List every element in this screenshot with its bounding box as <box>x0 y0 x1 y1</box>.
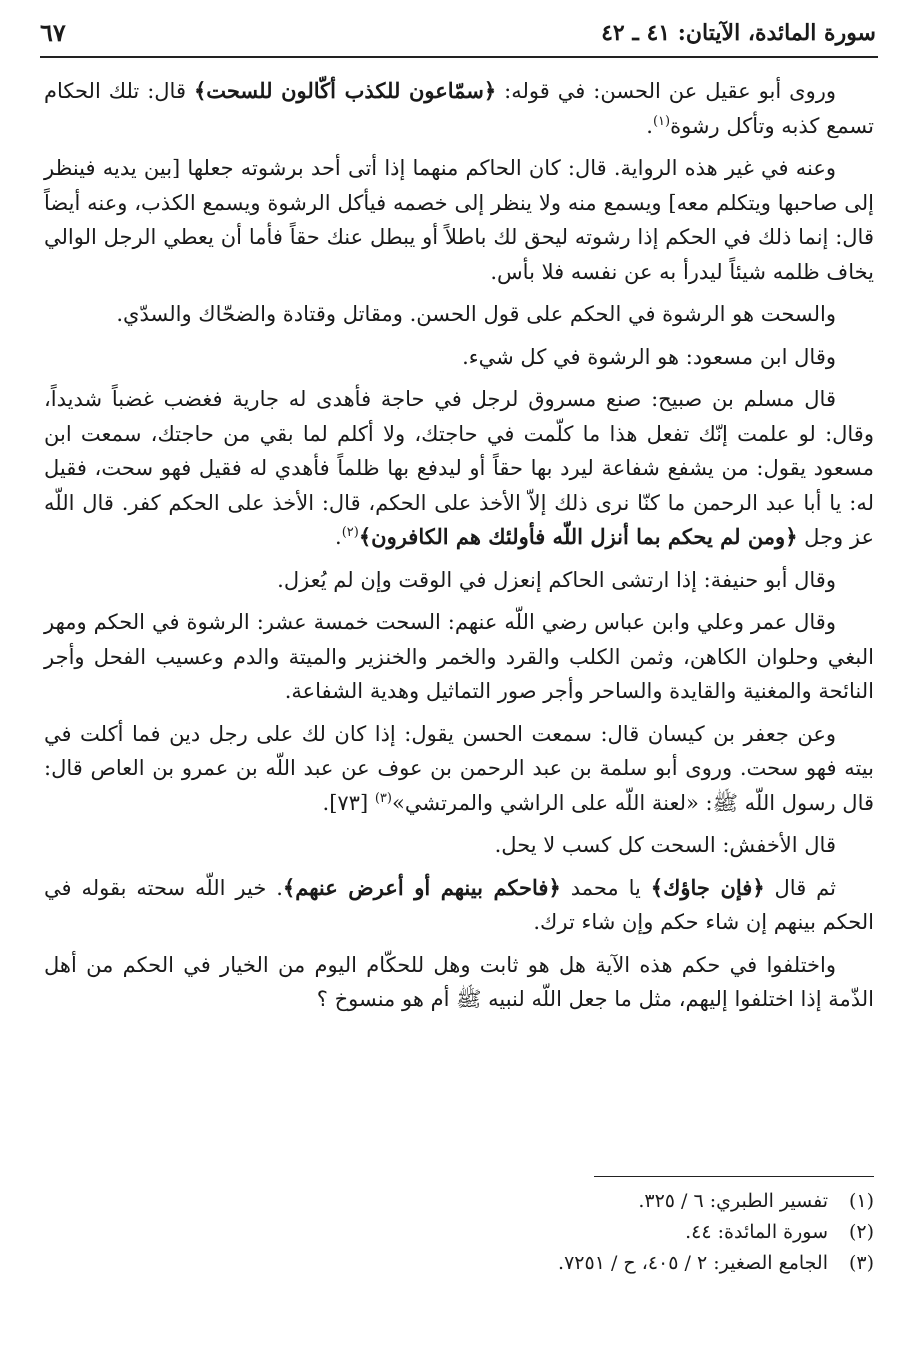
footnote: (١)تفسير الطبري: ٦ / ٣٢٥. <box>638 1190 874 1212</box>
main-text <box>44 74 874 1025</box>
footnote-divider <box>594 1176 874 1177</box>
page-header <box>40 14 876 54</box>
paragraph: قال الأخفش: السحت كل كسب لا يحل. <box>494 833 836 857</box>
paragraph: وعنه في غير هذه الرواية. قال: كان الحاكم منهما إذا أتى أحد برشوته جعلها [بين يديه فينظر إلى صاحبها ويتكلم معه] ويسمع منه ولا ينظر إلى خصمه فيأكل الرشوة ويسمع الكذب، وعنه أيضاً قال: إنما ذلك في الحكم إذا رشوته ليحق لك باطلاً أو يبطل عنك حقاً فأما أن يعطي الرجل الوالي يخاف ظلمه شيئاً ليدرأ به عن نفسه فلا بأس. <box>44 156 874 284</box>
header-divider <box>40 56 878 58</box>
paragraph: ثم قال ﴿فإن جاؤك﴾ يا محمد ﴿فاحكم بينهم أو أعرض عنهم﴾. خير اللّه سحته بقوله في الحكم بينهم إن شاء حكم وإن شاء ترك. <box>44 874 874 934</box>
paragraph: وقال أبو حنيفة: إذا ارتشى الحاكم إنعزل في الوقت وإن لم يُعزل. <box>277 567 836 592</box>
page-header-title: سورة المائدة، الآيتان: ٤١ ـ ٤٢ <box>601 20 876 46</box>
page-number: ٦٧ <box>40 18 66 47</box>
footnote: (٣)الجامع الصغير: ٢ / ٤٠٥، ح / ٧٢٥١. <box>558 1252 874 1274</box>
footnote-ref: (٣) <box>374 790 392 806</box>
paragraph: وعن جعفر بن كيسان قال: سمعت الحسن يقول: إذا كان لك على رجل دين فما أكلت في بيته فهو سحت. وروى أبو سلمة بن عبد الرحمن بن عوف عن عبد اللّه بن عمرو بن العاص قال: قال رسول اللّه ﷺ: «لعنة اللّه على الراشي والمرتشي»$^{(٣)}$ [٧٣]. <box>44 721 874 815</box>
paragraph: قال مسلم بن صبيح: صنع مسروق لرجل في حاجة فأهدى له جارية فغضب غضباً شديداً، وقال: لو علمت إنّك تفعل هذا ما كلّمت في حاجتك، ولا أكلم لما بقي من حاجتك، سمعت ابن مسعود يقول: من يشفع شفاعة ليرد بها حقاً أو ليدفع بها ظلماً فأهدي له فقيل فهو سحت، فقيل له: يا أبا عبد الرحمن ما كنّا نرى ذلك إلاّ الأخذ على الحكم، قال: الأخذ على الحكم كفر. قال اللّه عز وجل ﴿ومن لم يحكم بما أنزل اللّه فأولئك هم الكافرون﴾$^{(٢)}$. <box>44 387 874 549</box>
paragraph: وروى أبو عقيل عن الحسن: في قوله: ﴿سمّاعون للكذب أكّالون للسحت﴾ قال: تلك الحكام تسمع كذبه وتأكل رشوة$^{(١)}$. <box>44 78 874 138</box>
footnote: (٢)سورة المائدة: ٤٤. <box>685 1221 874 1243</box>
footnote-ref: (١) <box>652 113 671 129</box>
paragraph: واختلفوا في حكم هذه الآية هل هو ثابت وهل للحكّام اليوم من الخيار في الحكم من أهل الذّمة إذا اختلفوا إليهم، مثل ما جعل اللّه لنبيه ﷺ أم هو منسوخ ؟ <box>44 952 874 1011</box>
footnotes <box>44 1186 874 1279</box>
paragraph: وقال عمر وعلي وابن عباس رضي اللّه عنهم: السحت خمسة عشر: الرشوة في الحكم ومهر البغي وحلوان الكاهن، وثمن الكلب والقرد والخمر والخنزير والميتة والدم وعسيب الفحل وأجر النائحة والمغنية والقايدة والساحر وأجر صور التماثيل وهدية الشفاعة. <box>44 610 874 703</box>
paragraph: وقال ابن مسعود: هو الرشوة في كل شيء. <box>462 344 836 369</box>
footnote-ref: (٢) <box>341 525 359 540</box>
paragraph: والسحت هو الرشوة في الحكم على قول الحسن. ومقاتل وقتادة والضحّاك والسدّي. <box>116 302 836 326</box>
